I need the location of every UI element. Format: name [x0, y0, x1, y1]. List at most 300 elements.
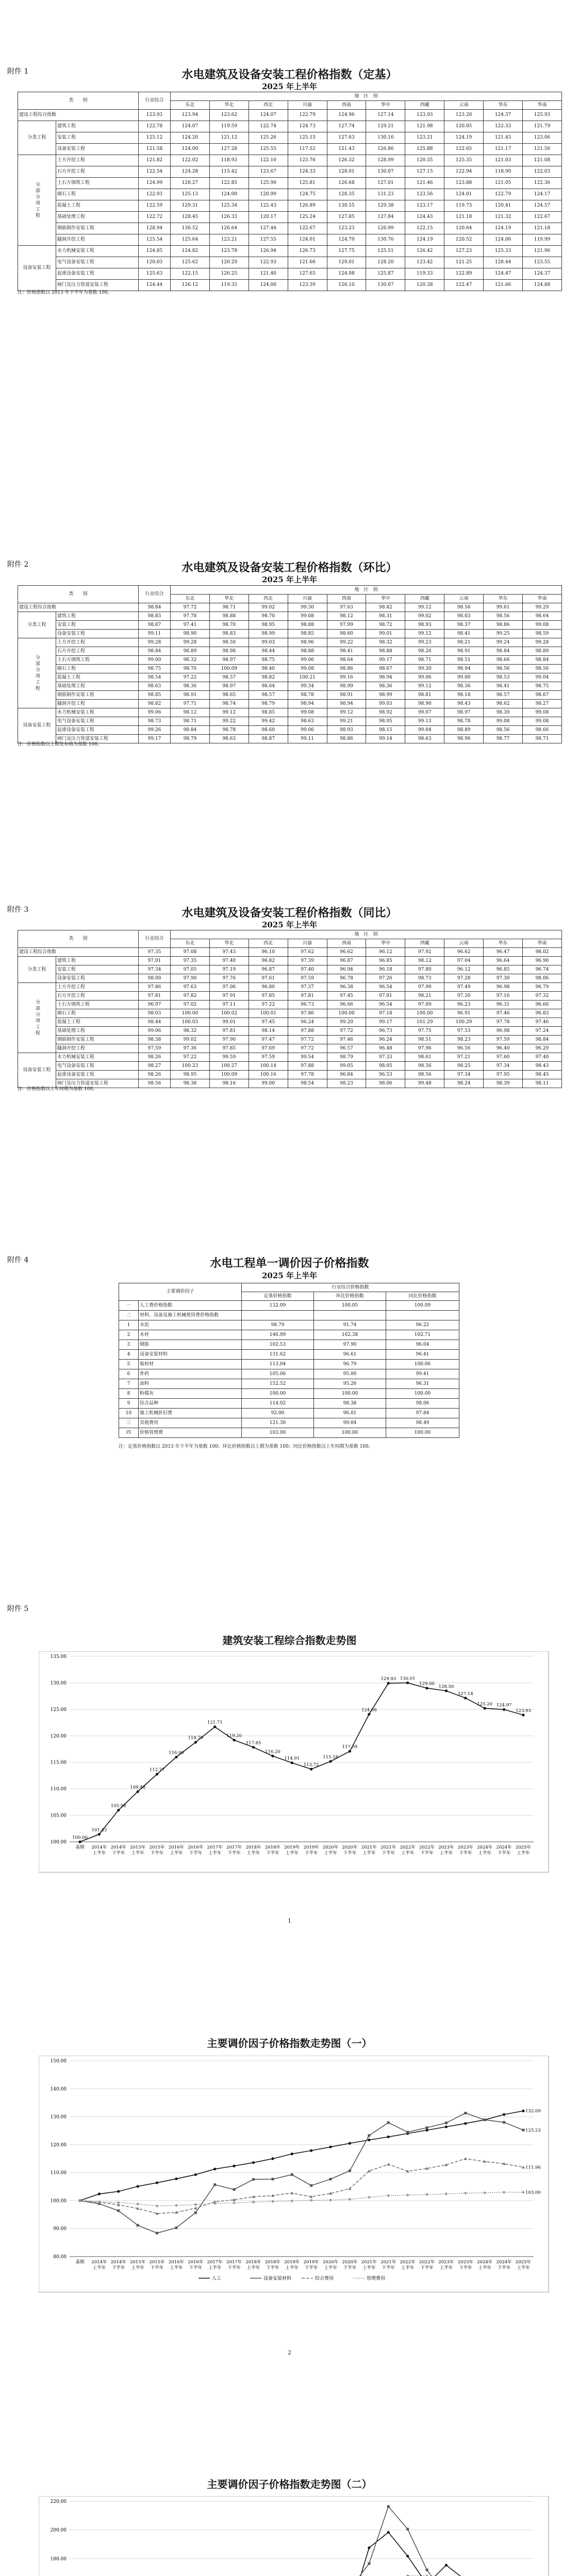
table-cell: 96.91 [444, 1009, 484, 1018]
header-region-group: 地 区 别 [171, 92, 562, 101]
table-cell: 121.18 [523, 223, 562, 234]
table-cell: 97.85 [209, 1044, 249, 1053]
table-cell: 97.40 [209, 957, 249, 965]
table-cell: 99.17 [366, 1018, 405, 1027]
table-row [18, 621, 562, 630]
table-cell: 125.54 [139, 234, 171, 246]
table-cell: 98.71 [171, 717, 210, 726]
row-label: 砌石工程 [56, 1009, 139, 1018]
table-row [18, 234, 562, 246]
table-cell: 97.41 [171, 621, 210, 630]
header-region: 华北 [209, 101, 249, 110]
table-cell: 98.87 [249, 735, 288, 743]
table-row [18, 1018, 562, 1027]
table-cell: 124.88 [523, 280, 562, 291]
x-tick-label: 2021年 [381, 2260, 396, 2265]
header-region: 华东 [484, 595, 523, 603]
table-cell: 96.12 [444, 965, 484, 974]
row-label: 水力机械安装工程 [56, 246, 139, 257]
header-region: 云南 [444, 939, 484, 948]
table-cell: 96.40 [484, 1044, 523, 1053]
x-tick-label: 2021年 [361, 1845, 377, 1850]
table-cell [386, 1311, 459, 1320]
data-point [137, 2185, 139, 2188]
table-cell: 96.78 [327, 974, 366, 983]
x-tick-label: 下半年 [420, 2265, 434, 2270]
table-cell: 125.62 [171, 257, 210, 268]
table-cell: 98.70 [249, 612, 288, 621]
table-cell: 97.78 [171, 612, 210, 621]
header-region: 川渝 [288, 595, 327, 603]
table-cell: 96.01 [314, 1409, 386, 1418]
x-tick-label: 2024年 [496, 2260, 512, 2265]
table-cell: 97.91 [209, 992, 249, 1001]
row-label: 油料 [139, 1379, 242, 1389]
x-tick-label: 2014年 [110, 1845, 126, 1850]
annex1-title: 水电建筑及设备安装工程价格指数（定基） [181, 68, 398, 81]
x-tick-label: 下半年 [343, 2265, 357, 2270]
table-cell: 98.41 [444, 630, 484, 638]
x-tick-label: 上半年 [478, 2265, 491, 2270]
table-cell: 98.63 [209, 735, 249, 743]
table-cell: 97.81 [288, 992, 327, 1001]
table-cell: 98.89 [523, 647, 562, 656]
x-tick-label: 2025年 [515, 1845, 532, 1850]
x-tick-label: 上半年 [92, 2265, 106, 2270]
table-cell: 100.23 [171, 1062, 210, 1071]
data-point [387, 2505, 390, 2508]
table-cell: 97.78 [288, 1071, 327, 1079]
row-label: 电气设备安装工程 [56, 1062, 139, 1071]
table-cell: 97.92 [405, 948, 444, 957]
table-cell: 98.97 [444, 708, 484, 717]
header-region: 川渝 [288, 101, 327, 110]
data-point [445, 2564, 448, 2566]
table-cell: 98.88 [366, 647, 405, 656]
table-cell: 97.11 [209, 1001, 249, 1009]
table-cell: 97.59 [249, 1053, 288, 1062]
data-point [329, 2146, 332, 2148]
table-cell: 99.21 [327, 717, 366, 726]
table-cell: 123.56 [405, 189, 444, 200]
row-number: 10 [119, 1409, 139, 1418]
table-cell: 124.01 [444, 189, 484, 200]
table-cell: 98.27 [523, 700, 562, 708]
header-industry: 行业综合 [139, 92, 171, 110]
table-cell: 99.25 [484, 630, 523, 638]
table-row [18, 144, 562, 155]
table-cell: 125.26 [249, 132, 288, 144]
data-point [445, 1689, 448, 1692]
table-cell: 98.96 [288, 638, 327, 647]
data-point [175, 1756, 177, 1758]
table-cell: 121.79 [523, 121, 562, 132]
table-cell: 99.11 [288, 735, 327, 743]
table-cell: 98.38 [171, 1079, 210, 1088]
table-cell: 121.32 [484, 212, 523, 223]
row-label: 石方开挖工程 [56, 647, 139, 656]
chart1-svg [39, 1651, 549, 1873]
chart3-svg [39, 2496, 549, 2576]
table-cell: 97.09 [405, 1001, 444, 1009]
x-tick-label: 上半年 [478, 1851, 491, 1856]
table-cell: 99.30 [405, 665, 444, 673]
table-row [18, 268, 562, 280]
table-cell: 122.67 [523, 212, 562, 223]
table-cell: 99.05 [327, 1062, 366, 1071]
table-cell: 121.43 [484, 132, 523, 144]
table-cell: 100.03 [171, 1018, 210, 1027]
table-cell: 97.63 [327, 603, 366, 612]
table-row [18, 647, 562, 656]
data-label: 101.43 [91, 1827, 107, 1833]
row-label: 闸门及压力管道安装工程 [56, 280, 139, 291]
table-cell: 98.75 [249, 656, 288, 665]
table-cell: 100.00 [386, 1428, 459, 1438]
table-cell: 97.59 [288, 974, 327, 983]
table-cell: 127.15 [405, 166, 444, 178]
table-row [119, 1379, 459, 1389]
x-tick-label: 上半年 [285, 1851, 299, 1856]
row-label: 安装工程 [56, 965, 139, 974]
table-cell: 97.72 [327, 1027, 366, 1036]
table-cell: 100.14 [249, 1062, 288, 1071]
table-cell: 122.10 [249, 155, 288, 166]
y-tick-label: 120.00 [50, 2142, 67, 2148]
table-cell: 98.12 [327, 612, 366, 621]
header-region: 华北 [209, 595, 249, 603]
table-row [119, 1389, 459, 1399]
table-cell: 99.06 [405, 673, 444, 682]
table-cell: 125.88 [405, 144, 444, 155]
x-tick-label: 2022年 [419, 2260, 435, 2265]
table-cell: 98.12 [171, 708, 210, 717]
table-cell: 96.74 [523, 965, 562, 974]
table-cell: 97.90 [405, 983, 444, 992]
row-label: 安装工程 [56, 132, 139, 144]
chart1-title: 建筑安装工程综合指数走势图 [222, 1634, 357, 1647]
table-cell: 97.59 [139, 1044, 171, 1053]
row-label: 石方开挖工程 [56, 992, 139, 1001]
page-number-1: 1 [288, 1918, 291, 1924]
data-point [464, 2122, 467, 2125]
x-tick-label: 2020年 [342, 1845, 358, 1850]
table-cell: 98.66 [484, 656, 523, 665]
table-cell: 120.41 [484, 200, 523, 212]
x-tick-label: 2015年 [149, 2260, 165, 2265]
table-cell: 121.17 [484, 144, 523, 155]
table-cell: 100.27 [209, 1062, 249, 1071]
table-row [18, 965, 562, 974]
annex2-label: 附件 2 [7, 561, 29, 569]
table-cell: 123.21 [405, 132, 444, 144]
data-point [349, 1750, 351, 1753]
table-cell: 98.56 [484, 665, 523, 673]
y-tick-label: 135.00 [50, 1654, 67, 1659]
table-cell: 127.74 [327, 121, 366, 132]
table-cell: 98.85 [139, 691, 171, 700]
table-cell: 98.94 [444, 665, 484, 673]
x-tick-label: 2021年 [381, 1845, 396, 1850]
table-cell: 97.71 [171, 700, 210, 708]
table-cell: 98.85 [249, 708, 288, 717]
table-cell: 127.55 [249, 234, 288, 246]
table-cell: 99.61 [484, 603, 523, 612]
table-cell: 99.08 [523, 708, 562, 717]
annex1-label: 附件 1 [7, 67, 29, 76]
annex2-subtitle: 2025 年上半年 [262, 575, 317, 584]
table-cell: 96.29 [523, 1044, 562, 1053]
row-label: 施工机械折旧费 [139, 1409, 242, 1418]
row-label: 土石方填筑工程 [56, 1001, 139, 1009]
header-row [119, 1283, 459, 1292]
data-point [368, 2139, 370, 2141]
data-point [503, 2113, 505, 2116]
table-cell: 146.99 [242, 1330, 314, 1340]
table-cell: 121.25 [444, 257, 484, 268]
header-region: 西北 [249, 595, 288, 603]
table-cell: 98.99 [366, 691, 405, 700]
data-point [464, 2112, 467, 2114]
table-cell: 98.06 [386, 1399, 459, 1409]
table-cell: 99.07 [405, 708, 444, 717]
table-cell: 120.38 [405, 280, 444, 291]
table-row [18, 682, 562, 691]
table-cell: 98.84 [484, 647, 523, 656]
table-cell: 98.59 [523, 630, 562, 638]
table-cell: 97.63 [171, 983, 210, 992]
row-label: 隧洞开挖工程 [56, 1044, 139, 1053]
table-cell: 98.43 [523, 1062, 562, 1071]
table-cell: 100.00 [386, 1389, 459, 1399]
y-tick-label: 120.00 [50, 1734, 67, 1739]
table-cell: 122.43 [249, 200, 288, 212]
table-cell: 121.12 [209, 132, 249, 144]
table-cell: 98.36 [444, 682, 484, 691]
table-cell: 98.93 [405, 621, 444, 630]
table-cell: 97.30 [444, 992, 484, 1001]
annex1-subtitle: 2025 年上半年 [262, 82, 317, 91]
x-tick-label: 下半年 [343, 1851, 357, 1856]
annex2-note: 注：价格指数以上期发布值为基数 100。 [18, 742, 103, 747]
table-cell: 101.29 [405, 1018, 444, 1027]
table-cell: 122.85 [209, 178, 249, 189]
table-cell: 99.17 [139, 735, 171, 743]
row-number: 二 [119, 1311, 139, 1320]
header-category: 类 别 [18, 930, 139, 948]
x-tick-label: 2017年 [207, 2260, 223, 2265]
data-point [291, 2173, 293, 2176]
data-point [252, 1746, 255, 1749]
table-row [18, 1001, 562, 1009]
table-cell: 98.78 [444, 717, 484, 726]
table-cell: 124.07 [249, 110, 288, 121]
table-row [18, 665, 562, 673]
table-cell: 99.12 [405, 630, 444, 638]
table-cell: 98.21 [405, 992, 444, 1001]
header-col: 同比价格指数 [386, 1292, 459, 1301]
data-point [387, 2121, 390, 2124]
table-cell: 98.26 [405, 647, 444, 656]
x-tick-label: 下半年 [497, 2265, 511, 2270]
table-cell: 98.83 [209, 630, 249, 638]
table-cell: 97.81 [139, 992, 171, 1001]
legend-label: 管理费用 [367, 2276, 386, 2281]
table-cell: 98.31 [366, 612, 405, 621]
table-cell: 96.98 [484, 1027, 523, 1036]
table-row [18, 1062, 562, 1071]
table-cell: 124.20 [171, 132, 210, 144]
table-cell: 98.06 [523, 974, 562, 983]
table-cell: 97.69 [249, 1044, 288, 1053]
x-tick-label: 上半年 [401, 1851, 415, 1856]
data-label: 125.23 [525, 2128, 541, 2133]
data-point [368, 2134, 370, 2137]
header-region: 云南 [444, 595, 484, 603]
table-cell: 99.00 [249, 1079, 288, 1088]
table-cell: 98.71 [523, 735, 562, 743]
table-cell: 97.85 [249, 992, 288, 1001]
x-tick-label: 下半年 [150, 2265, 164, 2270]
data-point [233, 2165, 236, 2167]
data-label: 109.48 [130, 1785, 146, 1790]
table-cell: 124.73 [288, 121, 327, 132]
table-cell: 98.21 [444, 638, 484, 647]
data-point [522, 2110, 524, 2112]
table-row [119, 1311, 459, 1320]
table-cell: 98.44 [249, 647, 288, 656]
header-region: 西南 [327, 101, 366, 110]
data-point [387, 2136, 390, 2138]
row-label: 土方开挖工程 [56, 983, 139, 992]
annex5-label: 附件 5 [7, 1605, 29, 1613]
table-cell: 97.47 [249, 1036, 288, 1044]
table-cell: 122.65 [444, 144, 484, 155]
table-cell: 98.63 [139, 682, 171, 691]
table-row [18, 189, 562, 200]
table-cell: 99.22 [327, 638, 366, 647]
table-cell: 99.08 [288, 708, 327, 717]
data-label: 124.97 [496, 1703, 512, 1708]
table-cell: 97.22 [171, 673, 210, 682]
row-group: 分类工程 [18, 612, 56, 638]
data-point [310, 1768, 312, 1770]
table-row [18, 246, 562, 257]
table-cell: 98.56 [444, 603, 484, 612]
data-point [329, 1760, 332, 1762]
table-row [119, 1418, 459, 1428]
table-cell: 97.61 [249, 974, 288, 983]
row-label: 建筑工程 [56, 121, 139, 132]
table-cell: 98.32 [366, 638, 405, 647]
table-cell: 98.73 [139, 717, 171, 726]
x-tick-label: 下半年 [266, 1851, 279, 1856]
table-cell: 98.64 [523, 612, 562, 621]
x-tick-label: 上半年 [170, 1851, 183, 1856]
table-cell: 98.57 [249, 691, 288, 700]
table-cell: 123.93 [139, 110, 171, 121]
y-tick-label: 105.00 [50, 1813, 67, 1819]
row-number: 4 [119, 1350, 139, 1360]
table-row [18, 1036, 562, 1044]
data-point [78, 1840, 81, 1843]
table-cell: 100.29 [444, 1018, 484, 1027]
data-label: 100.00 [72, 1835, 88, 1840]
table-row [119, 1320, 459, 1330]
header-region: 华中 [366, 101, 405, 110]
row-label: 建设工程综合指数 [18, 603, 139, 612]
table-cell: 121.46 [405, 178, 444, 189]
table-cell: 98.91 [327, 691, 366, 700]
data-label: 113.72 [303, 1762, 319, 1768]
legend-label: 综合费用 [315, 2276, 334, 2281]
table-cell: 98.56 [405, 1071, 444, 1079]
x-tick-label: 2016年 [188, 2260, 204, 2265]
data-label: 111.96 [525, 2165, 541, 2171]
table-cell: 98.76 [171, 665, 210, 673]
x-tick-label: 2017年 [226, 1845, 242, 1850]
table-cell: 98.84 [139, 647, 171, 656]
table-cell: 122.94 [444, 166, 484, 178]
row-label: 建设工程综合指数 [18, 948, 139, 957]
table-cell: 98.78 [288, 691, 327, 700]
table-cell: 99.23 [405, 638, 444, 647]
table-cell: 97.59 [484, 1036, 523, 1044]
table-cell [242, 1311, 314, 1320]
table-cell: 97.95 [484, 1071, 523, 1079]
table-row [119, 1350, 459, 1360]
x-tick-label: 上半年 [517, 2265, 530, 2270]
x-tick-label: 2016年 [168, 2260, 185, 2265]
data-point [175, 2177, 177, 2180]
table-cell: 99.08 [288, 612, 327, 621]
table-cell: 98.57 [484, 691, 523, 700]
table-cell: 130.16 [366, 132, 405, 144]
table-cell: 98.87 [139, 621, 171, 630]
table-cell: 121.43 [327, 144, 366, 155]
table-cell: 124.99 [139, 178, 171, 189]
table-cell: 120.05 [444, 121, 484, 132]
table-cell: 98.39 [484, 1079, 523, 1088]
table-cell: 98.05 [366, 1062, 405, 1071]
table-cell: 98.54 [139, 673, 171, 682]
table-cell: 96.73 [288, 1001, 327, 1009]
table-cell: 97.46 [484, 1009, 523, 1018]
table-cell: 96.73 [366, 1027, 405, 1036]
table-cell: 128.01 [327, 166, 366, 178]
row-label: 基础处理工程 [56, 1027, 139, 1036]
table-cell: 126.42 [405, 246, 444, 257]
x-tick-label: 上半年 [170, 2265, 183, 2270]
table-cell: 125.81 [288, 178, 327, 189]
table-cell: 98.71 [405, 656, 444, 665]
table-cell: 99.02 [249, 603, 288, 612]
table-cell: 99.48 [405, 1079, 444, 1088]
table-cell: 98.45 [523, 1071, 562, 1079]
data-point [464, 1697, 467, 1699]
table-cell: 97.28 [444, 974, 484, 983]
table-cell: 125.63 [139, 268, 171, 280]
header-region: 川渝 [288, 939, 327, 948]
x-tick-label: 下半年 [304, 1851, 318, 1856]
x-tick-label: 2022年 [400, 2260, 416, 2265]
header-category: 类 别 [18, 92, 139, 110]
table-cell: 98.38 [314, 1399, 386, 1409]
table-row [18, 717, 562, 726]
table-cell: 100.21 [288, 673, 327, 682]
table-cell: 99.02 [405, 612, 444, 621]
table-cell: 122.59 [139, 200, 171, 212]
